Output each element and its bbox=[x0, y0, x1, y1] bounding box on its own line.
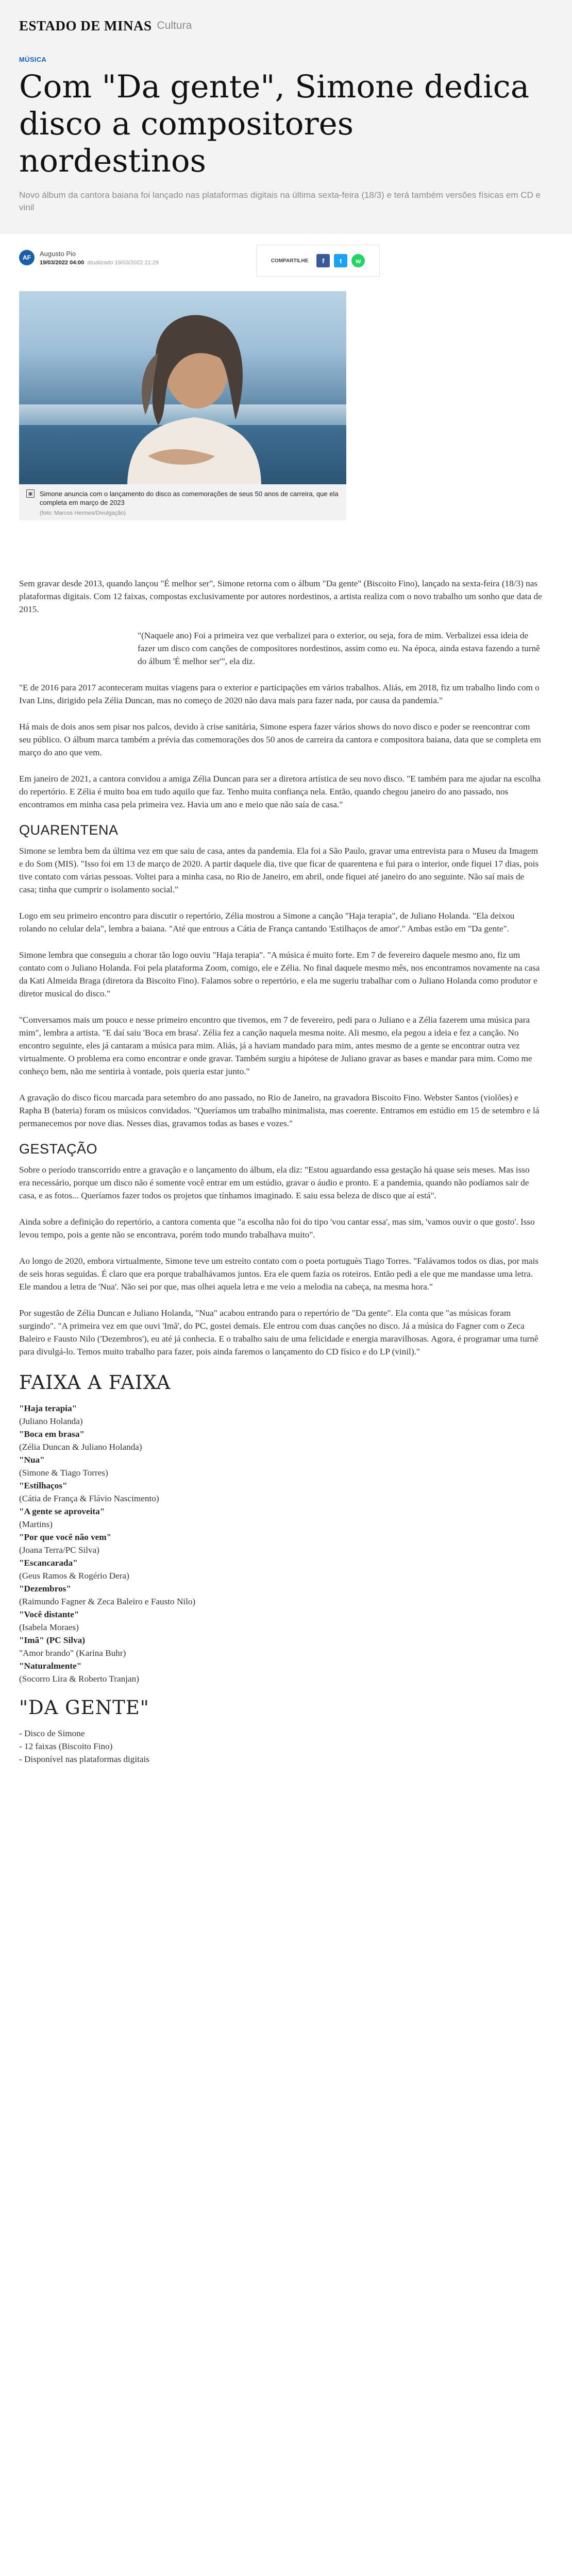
track-credit: (Martins) bbox=[19, 1519, 53, 1529]
track-title: "Haja terapia" bbox=[19, 1403, 77, 1413]
track-title: "Boca em brasa" bbox=[19, 1429, 85, 1439]
track-credit: "Amor brando" (Karina Buhr) bbox=[19, 1648, 126, 1658]
share-label: COMPARTILHE bbox=[271, 258, 309, 264]
subheading-gestacao: GESTAÇÃO bbox=[19, 1141, 98, 1157]
paragraph: Simone lembra que conseguiu a chorar tão logo ouviu "Haja terapia". "A música é muito forte. Em 7 de fevereiro daquele mesmo ano, fiz um contato com o Juliano Holanda. Foi pela plataforma Zoom, comigo, ele e Zélia. No final daquele mesmo mês, nos encontramos novamente na casa da Kati Almeida Braga (diretora da Biscoito Fino). Falamos sobre o repertório, e ela me sugeriu trabalhar com o Juliano Holanda como produtor e diretor musical do disco." bbox=[19, 950, 540, 998]
paragraph: Por sugestão de Zélia Duncan e Juliano Holanda, "Nua" acabou entrando para o repertório de "Da gente". Ela conta que "as músicas foram surgindo". "A primeira vez em que ouvi 'Imã', do PC, gostei demais. Ele entrou com duas canções no disco. Já a música do Fagner com o Zeca Baleiro e Fausto Nilo ('Dezembros'), eu até já conhecia. E o trabalho saiu de uma felicidade e energia maravilhosas. Agora, é programar uma turnê para divulgá-lo. Temos muito trabalho para fazer, pois ainda faremos o lançamento do CD físico e do LP (vinil)." bbox=[19, 1308, 539, 1357]
section-link[interactable]: Cultura bbox=[157, 20, 192, 31]
track-title: "Você distante" bbox=[19, 1609, 79, 1619]
track-credit: (Simone & Tiago Torres) bbox=[19, 1468, 108, 1478]
track-title: "Por que você não vem" bbox=[19, 1532, 112, 1542]
paragraph: Sobre o período transcorrido entre a gravação e o lançamento do álbum, ela diz: "Estou aguardando essa gestação há quase seis meses. Mas isso era necessário, porque um disco não é somente você entrar em um estúdio, gravar o áudio e pronto. E a pandemia, quando não podíamos sair de casa, e as fotos... Queríamos fazer todos os projetos que tínhamos imaginado. E saiu essa beleza de disco que aí está". bbox=[19, 1165, 530, 1200]
article-subtitle: Novo álbum da cantora baiana foi lançado nas plataformas digitais na última sexta-feira (18/3) e terá também versões físicas em CD e vinil bbox=[19, 190, 541, 212]
track-title: "Naturalmente" bbox=[19, 1661, 82, 1671]
author-avatar: AF bbox=[19, 250, 35, 265]
track-credit: (Zélia Duncan & Juliano Holanda) bbox=[19, 1442, 142, 1452]
track-item bbox=[19, 1582, 553, 1608]
track-credit: (Cátia de França & Flávio Nascimento) bbox=[19, 1494, 159, 1503]
track-item bbox=[19, 1659, 553, 1685]
paragraph: Logo em seu primeiro encontro para discutir o repertório, Zélia mostrou a Simone a canção "Haja terapia", de Juliano Holanda. "Ela deixou rolando no celular dela", lembra a baiana. "Até que entrous a Cátia de França cantando 'Estilhaços de amor'." Ambas estão em "Da gente". bbox=[19, 911, 515, 934]
indented-quote: "(Naquele ano) Foi a primeira vez que verbalizei para o exterior, ou seja, fora de mim. Verbalizei essa ideia de fazer um disco com canções de compositores nordestinos, assim como eu. Na época, ainda estava fazendo a turnê do álbum 'É melhor ser'", ela diz. bbox=[138, 631, 540, 666]
photo-block bbox=[0, 281, 572, 520]
track-item bbox=[19, 1428, 553, 1453]
track-credit: (Geus Ramos & Rogério Dera) bbox=[19, 1571, 129, 1581]
track-credit: (Juliano Holanda) bbox=[19, 1416, 83, 1426]
share-box bbox=[256, 245, 380, 277]
paragraph: "Conversamos mais um pouco e nesse primeiro encontro que tivemos, em 7 de fevereiro, pedi para o Juliano e a Zélia fazerem uma música para mim", lembra a artista. "E daí saiu 'Boca em brasa'. Zélia fez a canção naquela mesma noite. Ali mesmo, ela pegou a ideia e fez a canção. No encontro seguinte, eles já cantaram a música para mim. Aliás, já a haviam mandado para mim, antes mesmo de a gente se encontrar outra vez virtualmente. O problema era como encontrar e onde gravar. Também surgiu a hipótese de Juliano gravar as bases e mandar para mim. Como me conheço bem, não me sentiria à vontade, pois queria estar junto." bbox=[19, 1015, 532, 1076]
photo-portrait-figure bbox=[107, 301, 282, 484]
track-item bbox=[19, 1505, 553, 1531]
article-meta bbox=[0, 245, 572, 281]
subheading-quarentena: QUARENTENA bbox=[19, 822, 119, 838]
list-item: - Disco de Simone bbox=[19, 1728, 85, 1738]
track-item bbox=[19, 1402, 553, 1428]
track-title: "Dezembros" bbox=[19, 1584, 71, 1594]
track-credit: (Isabela Moraes) bbox=[19, 1622, 79, 1632]
whatsapp-share-button[interactable]: w bbox=[351, 254, 365, 267]
subheading-faixa-a-faixa: FAIXA A FAIXA bbox=[19, 1371, 171, 1394]
paragraph: Sem gravar desde 2013, quando lançou "É melhor ser", Simone retorna com o álbum "Da gente" (Biscoito Fino), lançado na sexta-feira (18/3) nas plataformas digitais. Com 12 faixas, compostas exclusivamente por autores nordestinos, a artista realiza com o novo trabalho um sonho que data de 2015. bbox=[19, 579, 542, 614]
track-item bbox=[19, 1608, 553, 1634]
author-block bbox=[19, 245, 235, 281]
article-dates bbox=[40, 260, 159, 266]
article-hero bbox=[0, 52, 572, 234]
photo-caption bbox=[19, 484, 346, 520]
track-title: "Escancarada" bbox=[19, 1558, 78, 1568]
album-info-list bbox=[19, 1727, 553, 1766]
caption-text: Simone anuncia com o lançamento do disco as comemorações de seus 50 anos de carreira, que ela completa em março de 2023 bbox=[40, 490, 339, 506]
paragraph: Há mais de dois anos sem pisar nos palcos, devido à crise sanitária, Simone espera fazer vários shows do novo disco e poder se reencontrar com seu público. O álbum marca também a prévia das comemorações dos 50 anos de carreira da cantora e compositora baiana, data que se completa em março do ano que vem. bbox=[19, 722, 541, 757]
track-credit: (Socorro Lira & Roberto Tranjan) bbox=[19, 1674, 139, 1684]
paragraph: Ao longo de 2020, embora virtualmente, Simone teve um estreito contato com o poeta portuguès Tiago Torres. "Falávamos todos os dias, por mais de seis horas seguidas. É claro que era porque trabalhávamos juntos. Era ele quem fazia os roteiros. Então pedi a ele que me mandasse uma letra. Ele mandou a letra de 'Nua'. Não sei por que, mas olhei aquela letra e me veio a melodia na cabeça, na mesma hora." bbox=[19, 1256, 539, 1292]
track-item bbox=[19, 1479, 553, 1505]
twitter-share-button[interactable]: t bbox=[334, 254, 347, 267]
site-header bbox=[0, 0, 572, 52]
track-credit: (Raimundo Fagner & Zeca Baleiro e Fausto Nilo) bbox=[19, 1597, 196, 1606]
paragraph: Simone se lembra bem da última vez em que saiu de casa, antes da pandemia. Ela foi a São Paulo, gravar uma entrevista para o Museu da Imagem e do Som (MIS). "Isso foi em 13 de março de 2020. A partir daquele dia, tive que ficar de quarentena e fui para o interior, onde fiquei 17 dias, pois tive contato com várias pessoas. Voltei para a minha casa, no Rio de Janeiro, em abril, onde fiquei até janeiro do ano seguinte. Não saí mais de casa; tinha que cumprir o isolamento social." bbox=[19, 846, 539, 894]
track-title: "A gente se aproveita" bbox=[19, 1506, 105, 1516]
track-list bbox=[19, 1402, 553, 1685]
author-name[interactable]: Augusto Pio bbox=[40, 250, 76, 258]
paragraph: Em janeiro de 2021, a cantora convidou a amiga Zélia Duncan para ser a diretora artística de seu novo disco. "E também para me ajudar na escolha do repertório. E Zélia é muito boa em tudo aquilo que faz. Tenho muita confiança nela. Então, quando chegou janeiro do ano passado, nos encontramos em minha casa pela primeira vez. Havia um ano e meio que não saía de casa." bbox=[19, 774, 541, 809]
article-body bbox=[0, 520, 572, 1766]
track-credit: (Joana Terra/PC Silva) bbox=[19, 1545, 99, 1555]
site-logo[interactable]: ESTADO DE MINAS bbox=[19, 18, 152, 33]
list-item: - Disponível nas plataformas digitais bbox=[19, 1754, 149, 1764]
paragraph: Ainda sobre a definição do repertório, a cantora comenta que "a escolha não foi do tipo 'vou cantar essa', mas sim, 'vamos ouvir o que gosto'. Isso levou tempo, pois a gente não se encontrava, porém todo mundo trabalhava muito". bbox=[19, 1217, 535, 1240]
track-item bbox=[19, 1634, 553, 1659]
subheading-da-gente: "DA GENTE" bbox=[19, 1697, 149, 1719]
list-item: - 12 faixas (Biscoito Fino) bbox=[19, 1741, 113, 1751]
article-headline: Com "Da gente", Simone dedica disco a compositores nordestinos bbox=[19, 69, 530, 179]
camera-icon: ▣ bbox=[26, 489, 35, 498]
track-title: "Estilhaços" bbox=[19, 1481, 68, 1490]
track-item bbox=[19, 1556, 553, 1582]
track-item bbox=[19, 1531, 553, 1556]
track-title: "Imã" (PC Silva) bbox=[19, 1635, 85, 1645]
article-kicker[interactable]: MÚSICA bbox=[19, 56, 47, 63]
paragraph: "E de 2016 para 2017 aconteceram muitas viagens para o exterior e participações em vários trabalhos. Aliás, em 2018, fiz um trabalho lindo com o Ivan Lins, dirigido pela Zélia Duncan, mas no começo de 2020 não dava mais para fazer nada, por causa da pandemia." bbox=[19, 683, 540, 705]
published-date: 19/03/2022 04:00 bbox=[40, 260, 85, 266]
photo-credit: (foto: Marcos Hermes/Divulgação) bbox=[40, 510, 126, 516]
updated-date: atualizado 19/03/2022 21:29 bbox=[87, 260, 159, 266]
paragraph: A gravação do disco ficou marcada para setembro do ano passado, no Rio de Janeiro, na gravadora Biscoito Fino. Webster Santos (violões) e Rapha B (bateria) foram os músicos convidados. "Queríamos um trabalho minimalista, mas coerente. Entramos em estúdio em 15 de setembro e lá permanecemos por nove dias. Nesses dias, gravamos todas as bases e vozes." bbox=[19, 1093, 540, 1128]
track-title: "Nua" bbox=[19, 1455, 45, 1465]
article-photo[interactable] bbox=[19, 291, 346, 484]
facebook-share-button[interactable]: f bbox=[316, 254, 330, 267]
track-item bbox=[19, 1453, 553, 1479]
